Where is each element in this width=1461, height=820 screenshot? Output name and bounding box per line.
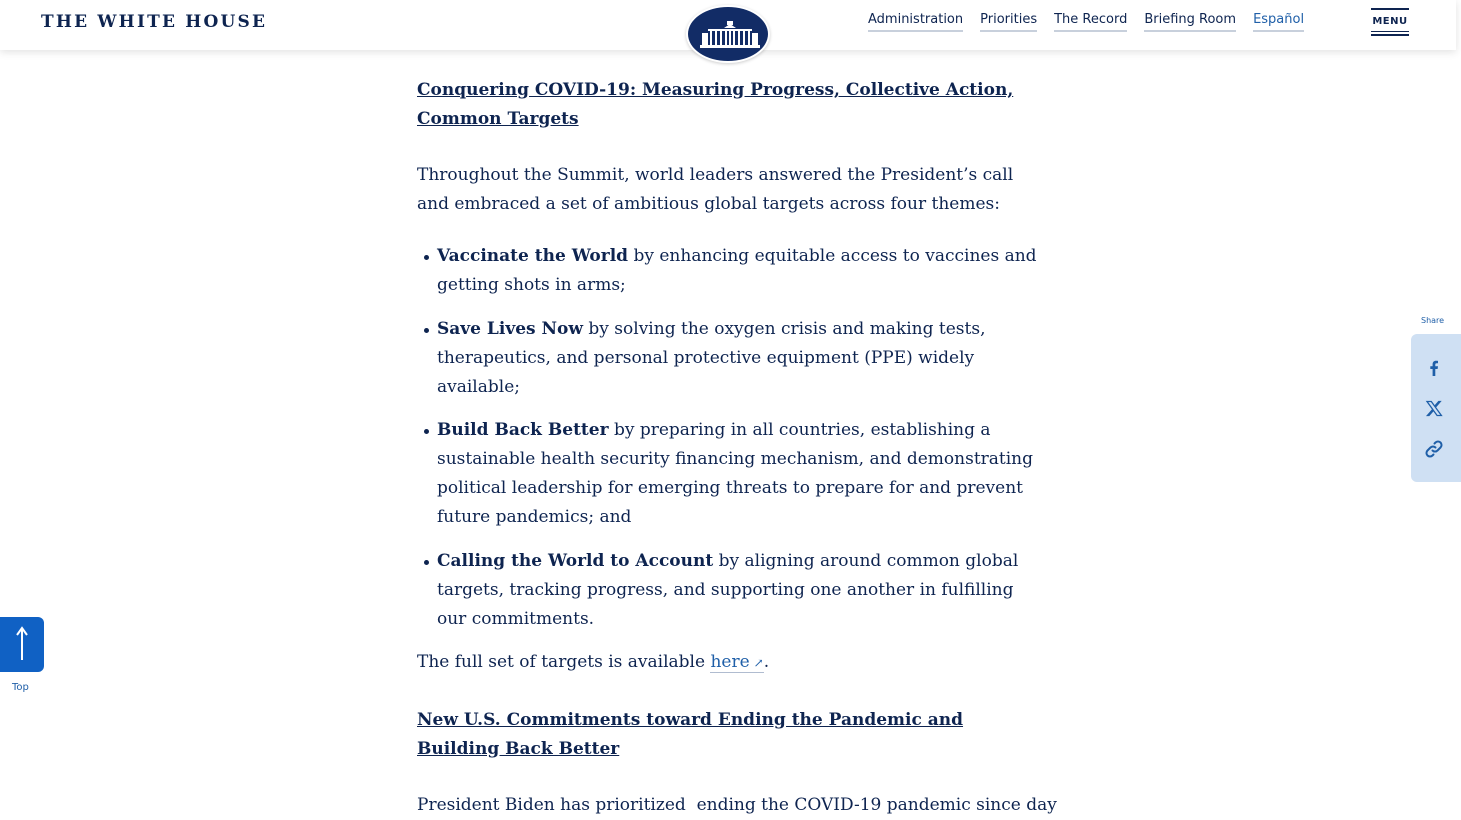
x-icon[interactable] (1423, 398, 1445, 420)
target-title: Vaccinate the World (437, 246, 629, 266)
target-title: Calling the World to Account (437, 550, 714, 571)
back-to-top-label[interactable]: Top (12, 682, 29, 693)
nav-espanol[interactable]: Español (1253, 12, 1304, 32)
arrow-up-icon (0, 617, 44, 672)
full-set-paragraph (417, 648, 1042, 678)
target-description: by preparing in all countries, establishing a sustainable health security financing mechanism, and demonstrating political leadership for emerging threats to prepare for and prevent future pandemics; and (437, 420, 1034, 527)
article-body (417, 76, 1057, 820)
external-link-icon[interactable]: ↗ (753, 656, 764, 670)
here-link-text[interactable]: here (710, 652, 750, 672)
link-icon[interactable] (1423, 438, 1445, 460)
nav-priorities[interactable]: Priorities (980, 12, 1037, 32)
menu-button[interactable]: MENU (1371, 8, 1409, 36)
site-title[interactable]: THE WHITE HOUSE (41, 12, 268, 32)
nav-administration[interactable]: Administration (868, 12, 963, 32)
nav-the-record[interactable]: The Record (1054, 12, 1127, 32)
full-set-text: The full set of targets is available (417, 652, 711, 672)
targets-list (417, 242, 1042, 634)
list-item (417, 242, 1042, 300)
target-title: Build Back Better (437, 420, 609, 440)
target-description: by aligning around common global targets, tracking progress, and supporting one another in fulfilling our commitments. (437, 550, 1019, 629)
target-description: by enhancing equitable access to vaccines and getting shots in arms; (437, 246, 1037, 295)
target-title: Save Lives Now (437, 318, 584, 339)
back-to-top-button[interactable] (0, 617, 44, 672)
section-heading-new-us-commitments[interactable]: New U.S. Commitments toward Ending the Pandemic and Building Back Better (417, 710, 964, 759)
share-label: Share (1421, 316, 1445, 325)
main-nav (868, 12, 1321, 32)
intro-paragraph: Throughout the Summit, world leaders answered the President’s call and embraced a set of ambitious global targets across four themes: (417, 165, 1014, 214)
target-description: by solving the oxygen crisis and making tests, therapeutics, and personal protective equipment (PPE) widely available; (437, 318, 986, 397)
facebook-icon[interactable] (1423, 357, 1445, 379)
list-item (417, 315, 1042, 402)
here-link[interactable] (710, 652, 763, 673)
list-item (417, 547, 1042, 634)
list-item (417, 416, 1042, 532)
full-set-period: . (763, 652, 770, 672)
section-heading-conquering-covid[interactable]: Conquering COVID-19: Measuring Progress, Collective Action, Common Targets (417, 80, 1014, 129)
nav-briefing-room[interactable]: Briefing Room (1144, 12, 1236, 32)
commitments-paragraph: President Biden has prioritized ending the COVID-19 pandemic since day (417, 795, 1057, 815)
white-house-seal-icon[interactable] (686, 5, 770, 63)
